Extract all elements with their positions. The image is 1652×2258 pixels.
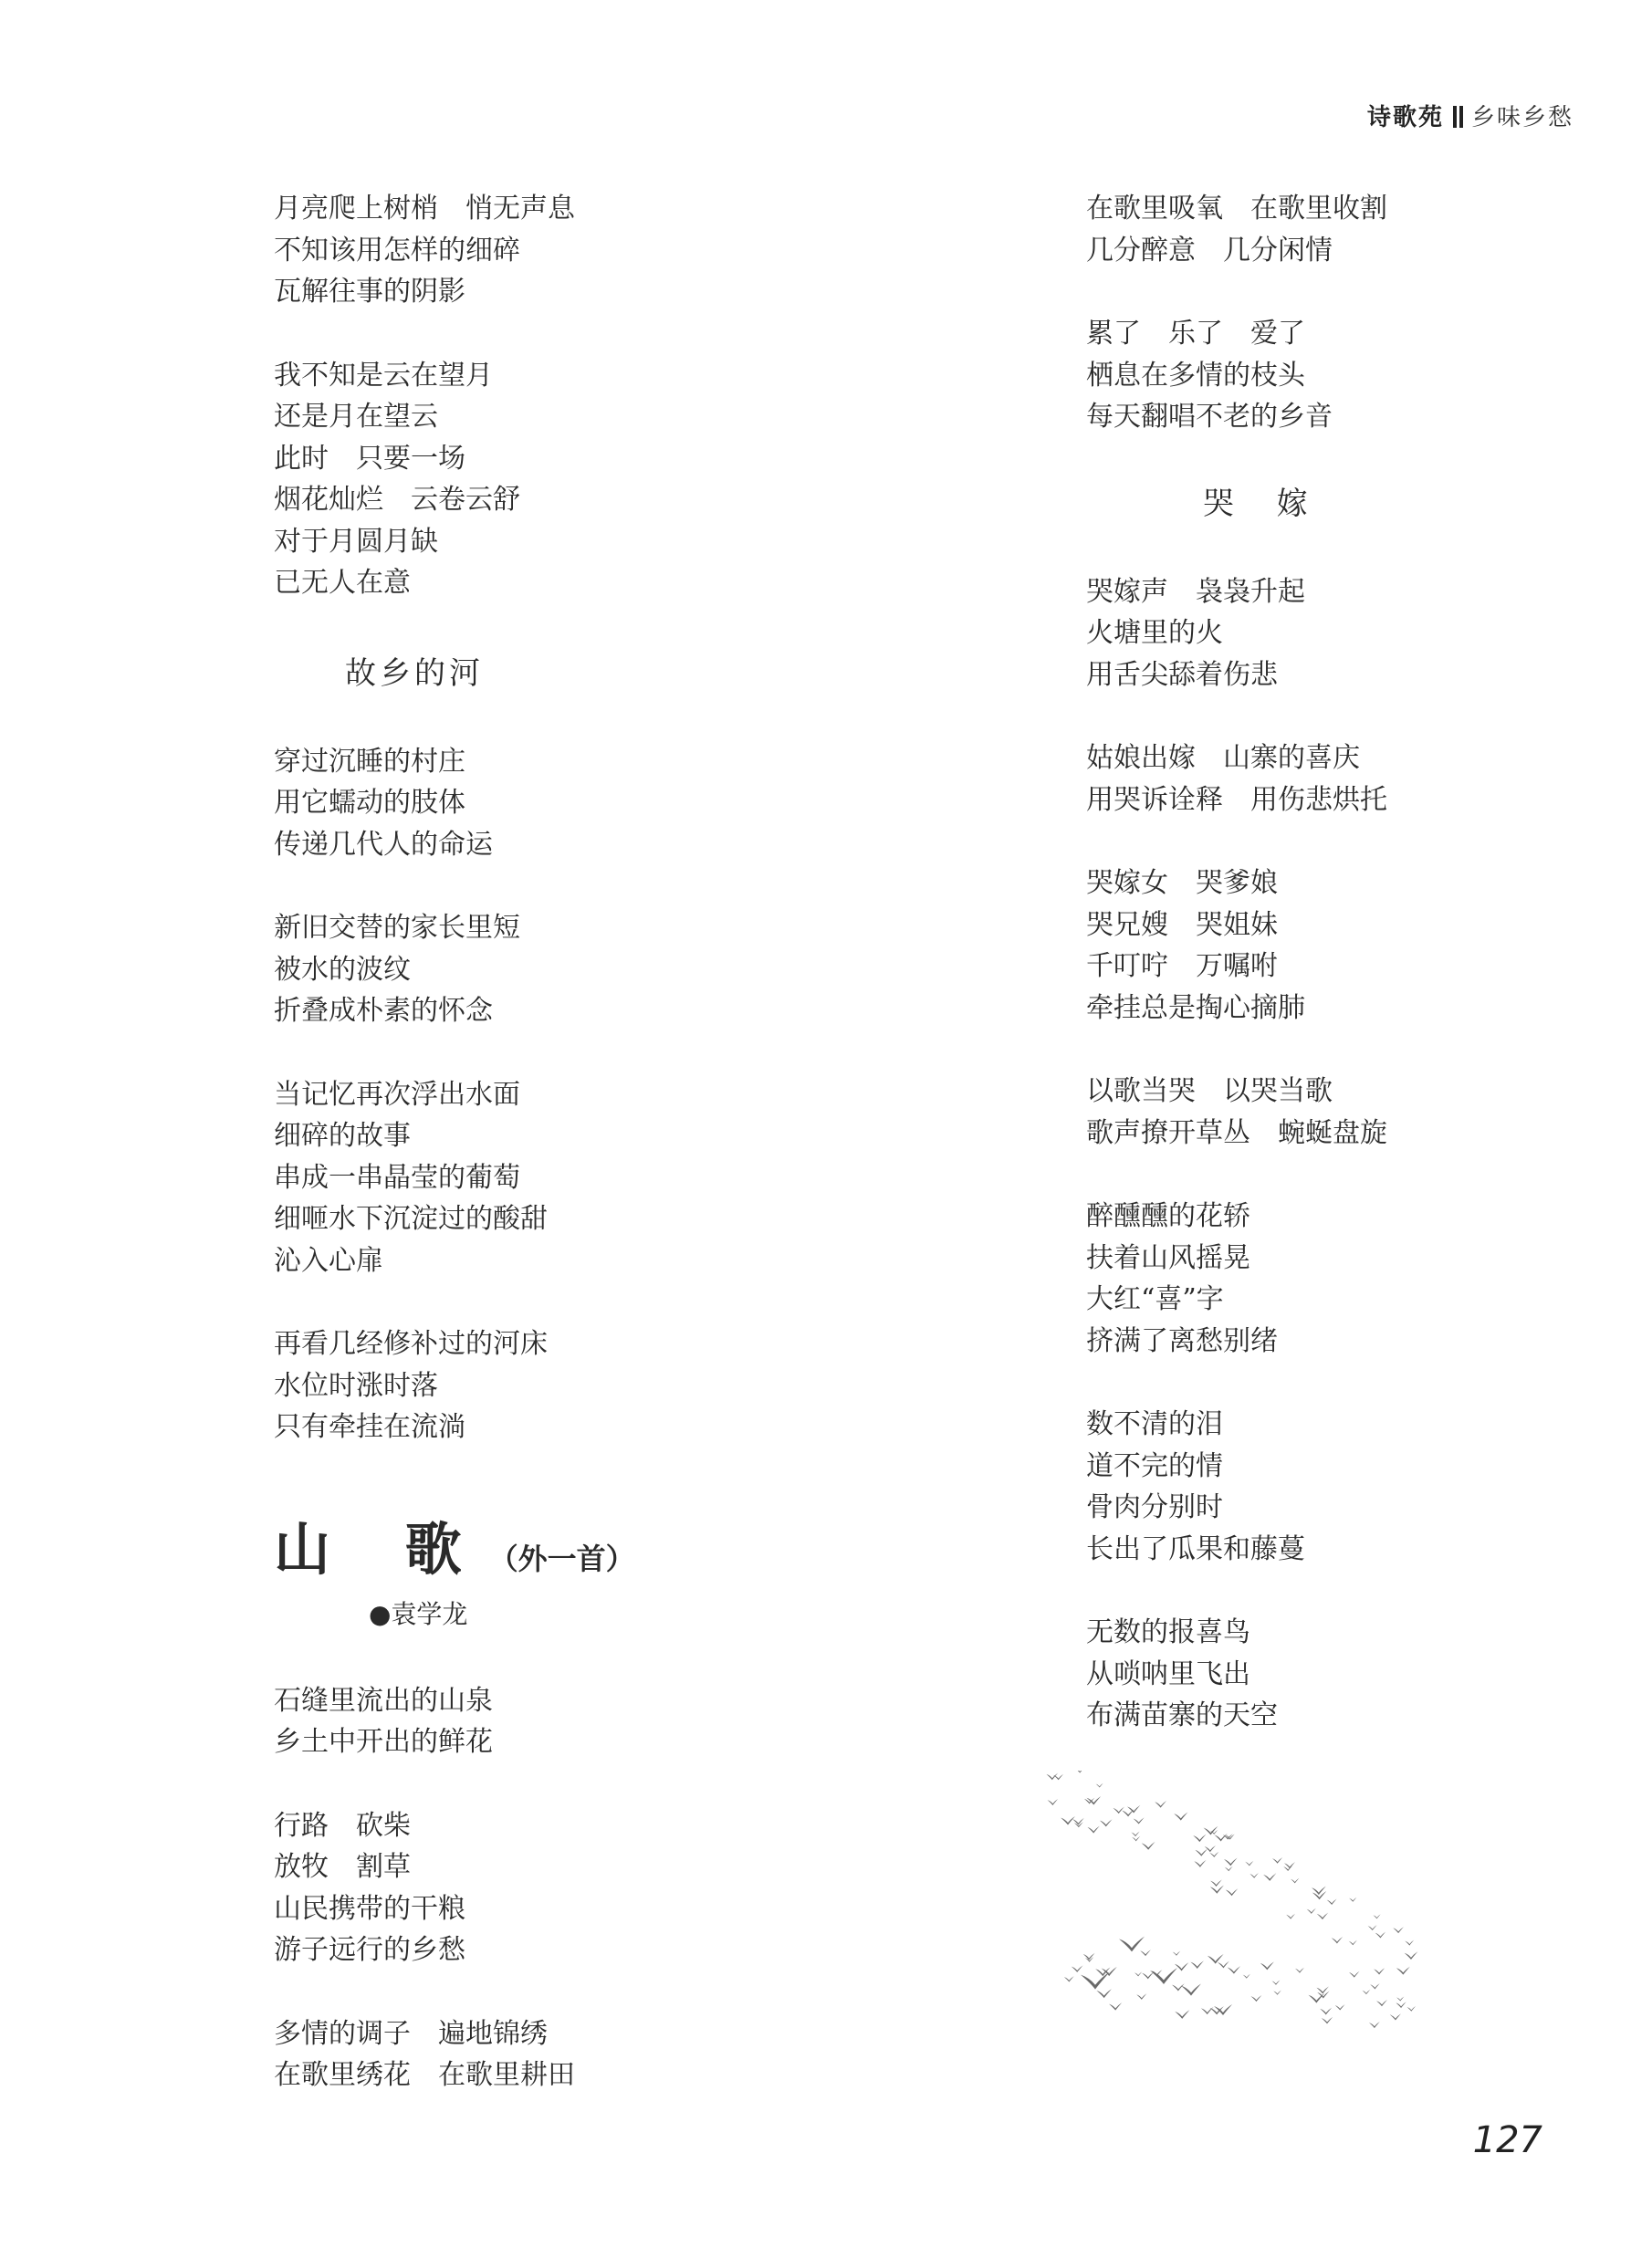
poem-kujia-body	[1086, 571, 1597, 1737]
stanza	[274, 741, 748, 866]
poem-line: 沁入心扉	[274, 1244, 383, 1277]
poem-line: 已无人在意	[274, 567, 411, 599]
poem-river-body	[274, 741, 748, 1448]
poem-line: 折叠成朴素的怀念	[274, 995, 493, 1027]
poem-line: 细咂水下沉淀过的酸甜	[274, 1203, 548, 1235]
section-name: 乡味乡愁	[1470, 104, 1574, 131]
poem-line: 骨肉分别时	[1086, 1491, 1223, 1523]
stanza	[274, 907, 748, 1032]
poem-line: 哭兄嫂 哭姐妹	[1086, 908, 1278, 941]
stanza	[274, 1323, 748, 1448]
poem-line: 山民携带的干粮	[274, 1892, 465, 1925]
stanza	[1086, 313, 1597, 438]
poem-line: 无数的报喜鸟	[1086, 1616, 1250, 1648]
running-header	[1367, 99, 1574, 132]
stanza	[274, 188, 748, 313]
page-number: 127	[1472, 2119, 1542, 2161]
poem-line: 被水的波纹	[274, 953, 411, 986]
poem-line: 醉醺醺的花轿	[1086, 1200, 1250, 1232]
poem-line: 传递几代人的命运	[274, 828, 493, 861]
poem-line: 只有牵挂在流淌	[274, 1411, 465, 1443]
poem-line: 用它蠕动的肢体	[274, 787, 465, 819]
stanza	[1086, 571, 1597, 696]
poem-line: 数不清的泪	[1086, 1408, 1223, 1440]
poem-line: 火塘里的火	[1086, 617, 1223, 649]
stanza	[1086, 1196, 1597, 1362]
poem-line: 姑娘出嫁 山寨的喜庆	[1086, 742, 1360, 774]
poem-line: 多情的调子 遍地锦绣	[274, 2017, 548, 2050]
poem-line: 千叮咛 万嘱咐	[1086, 950, 1278, 982]
poem-intro-continuation	[274, 188, 748, 604]
poem-line: 瓦解往事的阴影	[274, 276, 465, 308]
left-column	[274, 188, 748, 2138]
poem-line: 栖息在多情的枝头	[1086, 359, 1305, 392]
poem-title-river: 故乡的河	[345, 654, 484, 692]
poem-line: 当记忆再次浮出水面	[274, 1078, 520, 1111]
poem-line: 大红“喜”字	[1086, 1283, 1224, 1315]
poem-line: 用舌尖舔着伤悲	[1086, 658, 1278, 691]
poem-line: 每天翻唱不老的乡音	[1086, 401, 1333, 433]
poem-line: 放牧 割草	[274, 1851, 411, 1883]
poem-line: 道不完的情	[1086, 1449, 1223, 1482]
poem-line: 乡土中开出的鲜花	[274, 1726, 493, 1758]
stanza	[1086, 1404, 1597, 1570]
poem-line: 行路 砍柴	[274, 1809, 411, 1842]
poem-line: 从唢呐里飞出	[1086, 1657, 1250, 1690]
poem-line: 水位时涨时落	[274, 1369, 438, 1402]
stanza	[274, 2013, 748, 2096]
poem-line: 挤满了离愁别绪	[1086, 1324, 1278, 1357]
stanza	[1086, 737, 1597, 821]
poem-title-shange	[274, 1509, 748, 1591]
poem-line: 几分醉意 几分闲情	[1086, 234, 1333, 267]
poem-shange-continuation	[1086, 188, 1597, 438]
poem-line: 扶着山风摇晃	[1086, 1241, 1250, 1274]
poem-line: 还是月在望云	[274, 401, 438, 433]
poem-line: 歌声撩开草丛 蜿蜒盘旋	[1086, 1116, 1387, 1149]
poem-line: 穿过沉睡的村庄	[274, 745, 465, 778]
poem-line: 布满苗寨的天空	[1086, 1699, 1278, 1731]
poem-line: 以歌当哭 以哭当歌	[1086, 1075, 1333, 1107]
poem-line: 用哭诉诠释 用伤悲烘托	[1086, 783, 1387, 816]
poem-line: 牵挂总是掏心摘肺	[1086, 991, 1305, 1024]
poem-title-kujia: 哭 嫁	[1203, 485, 1324, 522]
poem-line: 哭嫁女 哭爹娘	[1086, 867, 1278, 899]
poem-line: 细碎的故事	[274, 1120, 411, 1152]
poem-line: 我不知是云在望月	[274, 359, 493, 392]
poem-line: 游子远行的乡愁	[274, 1934, 465, 1966]
shange-title: 山 歌	[274, 1515, 489, 1583]
author-byline: ●袁学龙	[369, 1598, 468, 1629]
stanza	[274, 1805, 748, 1971]
poem-line: 在歌里绣花 在歌里耕田	[274, 2059, 575, 2091]
poem-line: 石缝里流出的山泉	[274, 1684, 493, 1717]
column-name: 诗歌苑	[1366, 104, 1444, 131]
birds-flock-icon	[1040, 1771, 1424, 2063]
poem-line: 烟花灿烂 云卷云舒	[274, 484, 520, 516]
stanza	[274, 355, 748, 604]
poem-line: 新旧交替的家长里短	[274, 912, 520, 944]
stanza	[1086, 862, 1597, 1029]
stanza	[1086, 1071, 1597, 1154]
poem-line: 此时 只要一场	[274, 442, 465, 475]
poem-line: 不知该用怎样的细碎	[274, 234, 520, 267]
stanza	[274, 1074, 748, 1282]
stanza	[1086, 188, 1597, 271]
poem-line: 长出了瓜果和藤蔓	[1086, 1532, 1305, 1565]
stanza	[1086, 1612, 1597, 1737]
shange-subtitle: （外一首）	[488, 1541, 635, 1576]
poem-line: 再看几经修补过的河床	[274, 1328, 548, 1360]
poem-line: 累了 乐了 爱了	[1086, 318, 1305, 350]
poem-shange-body	[274, 1680, 748, 2096]
poem-line: 串成一串晶莹的葡萄	[274, 1161, 520, 1194]
stanza	[274, 1680, 748, 1763]
header-separator	[1453, 106, 1457, 128]
poem-line: 对于月圆月缺	[274, 525, 438, 558]
poem-line: 月亮爬上树梢 悄无声息	[274, 193, 575, 225]
right-column	[1086, 188, 1597, 1779]
poem-line: 哭嫁声 袅袅升起	[1086, 575, 1305, 608]
poem-line: 在歌里吸氧 在歌里收割	[1086, 193, 1387, 225]
